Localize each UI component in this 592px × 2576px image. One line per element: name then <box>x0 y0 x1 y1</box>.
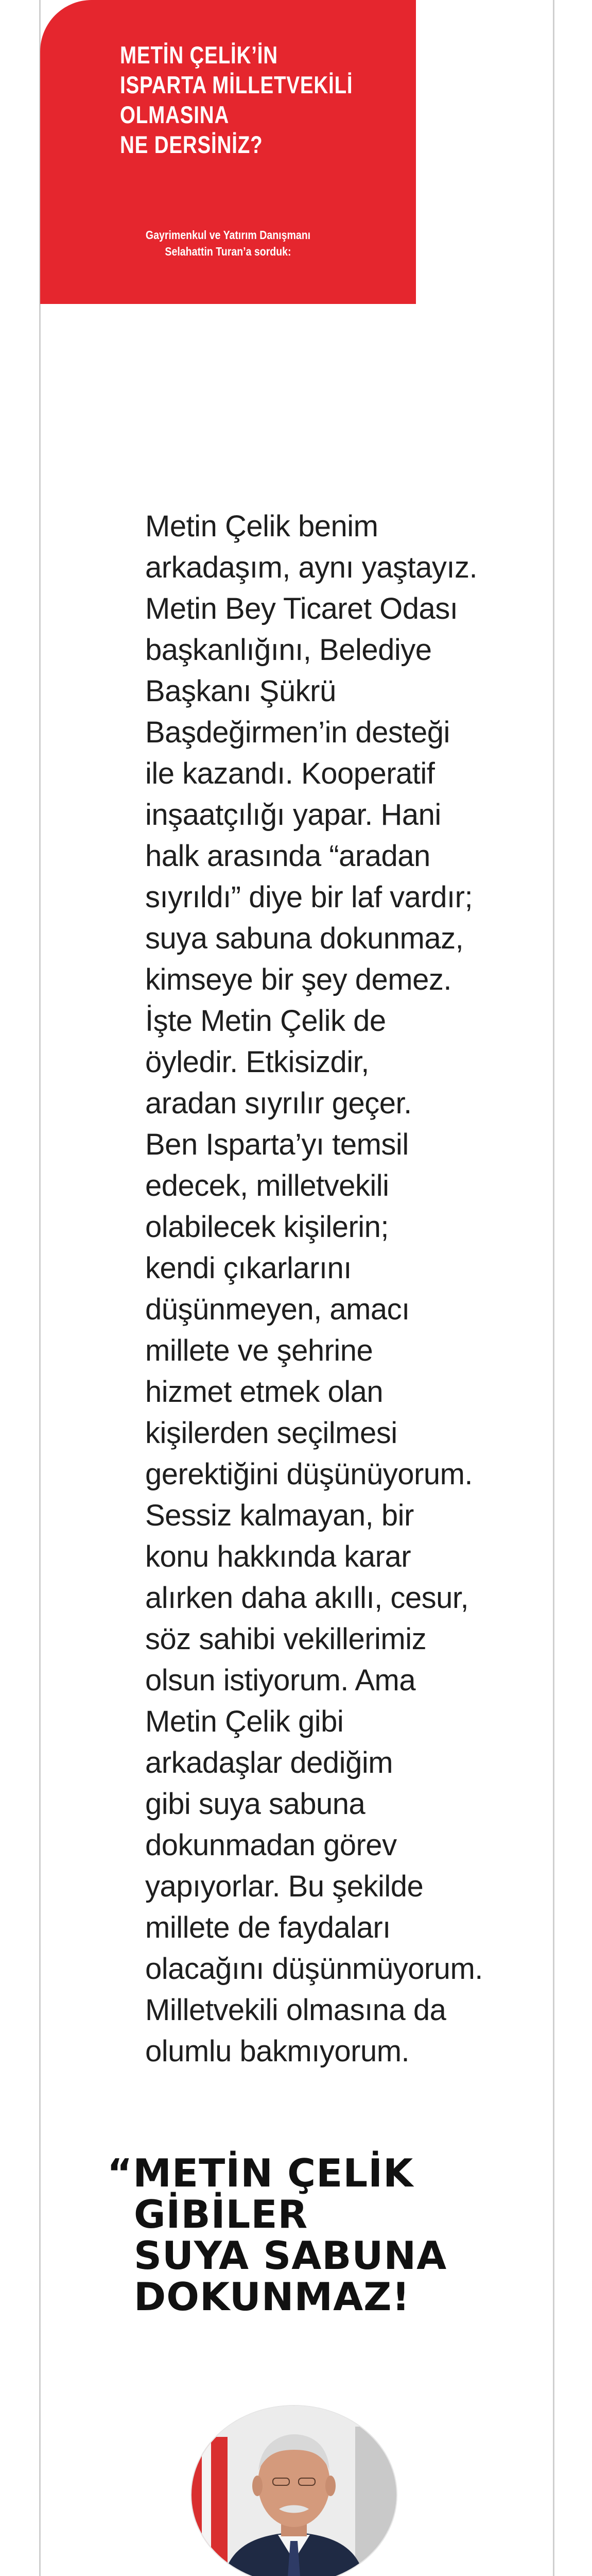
body-line: dokunmadan görev <box>145 1828 397 1862</box>
body-line: aradan sıyrılır geçer. <box>145 1087 412 1120</box>
page-border-left <box>39 0 41 2576</box>
body-line: başkanlığını, Belediye <box>145 633 432 667</box>
body-line: Başkanı Şükrü <box>145 674 336 708</box>
body-line: hizmet etmek olan <box>145 1375 384 1409</box>
body-line: söz sahibi vekillerimiz <box>145 1622 427 1656</box>
body-line: düşünmeyen, amacı <box>145 1293 410 1326</box>
body-line: arkadaşlar dediğim <box>145 1746 393 1780</box>
portrait-photo <box>191 2406 396 2576</box>
body-line: Sessiz kalmayan, bir <box>145 1499 414 1532</box>
body-line: Metin Bey Ticaret Odası <box>145 592 458 625</box>
body-line: Metin Çelik benim <box>145 510 378 543</box>
body-line: arkadaşım, aynı yaştayız. <box>145 551 478 584</box>
body-line: olabilecek kişilerin; <box>145 1210 389 1244</box>
body-line: kimseye bir şey demez. <box>145 963 451 996</box>
body-line: olsun istiyorum. Ama <box>145 1664 416 1697</box>
quote-line: SUYA SABUNA <box>134 2233 447 2278</box>
interview-answer <box>145 506 506 2072</box>
body-line: suya sabuna dokunmaz, <box>145 922 464 955</box>
pull-quote <box>107 2150 550 2319</box>
body-line: İşte Metin Çelik de <box>145 1004 386 1038</box>
headline <box>120 40 390 160</box>
body-line: gerektiğini düşünüyorum. <box>145 1458 473 1491</box>
body-line: Metin Çelik gibi <box>145 1705 344 1738</box>
body-line: konu hakkında karar <box>145 1540 411 1573</box>
body-line: millete ve şehrine <box>145 1334 373 1367</box>
page-border-right <box>553 0 554 2576</box>
body-line: kişilerden seçilmesi <box>145 1416 397 1450</box>
body-line: Başdeğirmen’in desteği <box>145 716 450 749</box>
quote-line: DOKUNMAZ! <box>134 2274 410 2319</box>
subhead-line: Selahattin Turan’a sorduk: <box>165 245 291 258</box>
body-line: inşaatçılığı yapar. Hani <box>145 798 441 832</box>
subhead-line: Gayrimenkul ve Yatırım Danışmanı <box>145 228 311 242</box>
body-line: kendi çıkarlarını <box>145 1251 352 1285</box>
body-line: olacağını düşünmüyorum. <box>145 1952 483 1986</box>
body-line: halk arasında “aradan <box>145 839 430 873</box>
body-line: edecek, milletvekili <box>145 1169 389 1202</box>
body-line: Ben Isparta’yı temsil <box>145 1128 409 1161</box>
body-line: ile kazandı. Kooperatif <box>145 757 435 790</box>
body-line: alırken daha akıllı, cesur, <box>145 1581 469 1615</box>
body-line: yapıyorlar. Bu şekilde <box>145 1870 424 1903</box>
body-line: Milletvekili olmasına da <box>145 1993 446 2027</box>
portrait-illustration <box>191 2406 396 2576</box>
headline-line: NE DERSİNİZ? <box>120 131 263 158</box>
headline-line: METİN ÇELİK’İN <box>120 41 278 69</box>
quote-line: “METİN ÇELİK <box>107 2150 414 2196</box>
body-line: sıyrıldı” diye bir laf vardır; <box>145 880 473 914</box>
subhead <box>68 227 388 260</box>
body-line: öyledir. Etkisizdir, <box>145 1045 369 1079</box>
header-box <box>40 0 416 304</box>
headline-line: OLMASINA <box>120 101 230 128</box>
body-line: gibi suya sabuna <box>145 1787 365 1821</box>
quote-line: GİBİLER <box>134 2192 308 2237</box>
body-line: olumlu bakmıyorum. <box>145 2035 410 2068</box>
headline-line: ISPARTA MİLLETVEKİLİ <box>120 71 353 98</box>
body-line: millete de faydaları <box>145 1911 391 1944</box>
